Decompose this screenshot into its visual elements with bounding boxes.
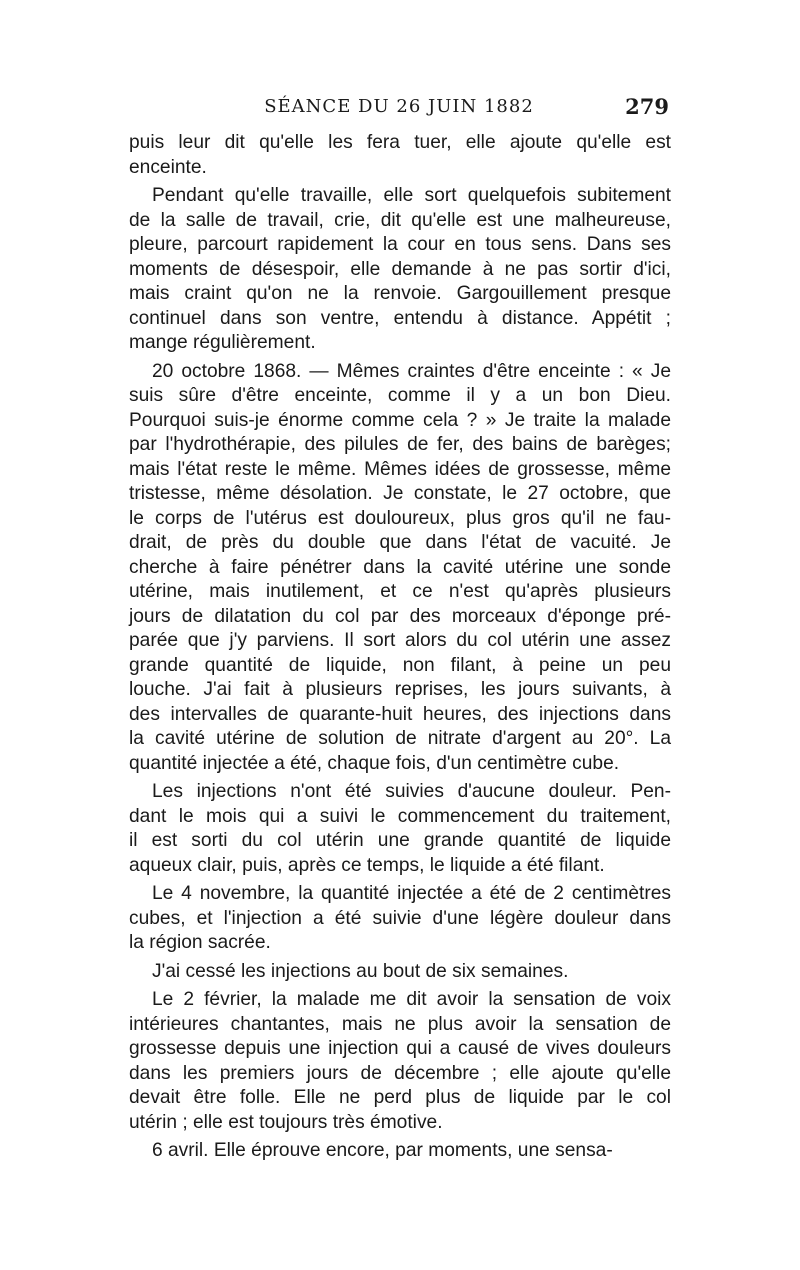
paragraph (129, 988, 671, 1135)
text-line: dans les premiers jours de décembre ; elle ajoute qu'elle (129, 1062, 671, 1084)
paragraph (129, 1139, 671, 1164)
text-line: quantité injectée a été, chaque fois, d'un centimètre cube. (129, 752, 620, 774)
text-line: parée que j'y parviens. Il sort alors du col utérin une assez (129, 630, 671, 651)
text-line: mange régulièrement. (129, 332, 316, 353)
text-line: la cavité utérine de solution de nitrate d'argent au 20°. La (129, 728, 671, 749)
text-line: 20 octobre 1868. — Mêmes craintes d'être enceinte : « Je (152, 360, 671, 382)
text-line: pleure, parcourt rapidement la cour en tous sens. Dans ses (129, 234, 671, 255)
text-line: mais l'état reste le même. Mêmes idées de grossesse, même (129, 458, 671, 480)
running-head (129, 94, 669, 122)
paragraph (129, 780, 671, 878)
text-line: utérine, mais inutilement, et ce n'est qu'après plusieurs (129, 581, 671, 602)
text-line: continuel dans son ventre, entendu à distance. Appétit ; (129, 307, 671, 329)
text-line: la région sacrée. (129, 932, 271, 953)
text-line: Pendant qu'elle travaille, elle sort quelquefois subitement (152, 185, 671, 206)
text-line: 6 avril. Elle éprouve encore, par moments, une sensa- (152, 1140, 613, 1161)
text-line: dant le mois qui a suivi le commencement du traitement, (129, 805, 671, 827)
paragraph (129, 131, 671, 180)
text-line: aqueux clair, puis, après ce temps, le liquide a été filant. (129, 854, 605, 876)
text-line: grossesse depuis une injection qui a causé de vives douleurs (129, 1038, 671, 1059)
text-line: utérin ; elle est toujours très émotive. (129, 1111, 443, 1133)
text-line: Les injections n'ont été suivies d'aucune douleur. Pen- (152, 781, 671, 802)
paragraph (129, 960, 671, 985)
text-line: J'ai cessé les injections au bout de six semaines. (152, 960, 569, 982)
text-line: par l'hydrothérapie, des pilules de fer, des bains de barèges; (129, 434, 671, 455)
text-line: jours de dilatation du col par des morceaux d'éponge pré- (129, 605, 671, 627)
text-line: cubes, et l'injection a été suivie d'une légère douleur dans (129, 907, 671, 929)
text-line: de la salle de travail, crie, dit qu'elle est une malheureuse, (129, 209, 671, 231)
text-line: enceinte. (129, 156, 207, 178)
text-line: intérieures chantantes, mais ne plus avoir la sensation de (129, 1013, 671, 1035)
page-number: 279 (625, 94, 669, 119)
text-line: mais craint qu'on ne la renvoie. Gargouillement presque (129, 283, 671, 304)
text-line: il est sorti du col utérin une grande quantité de liquide (129, 830, 671, 851)
paragraph (129, 184, 671, 356)
text-line: Le 2 février, la malade me dit avoir la sensation de voix (152, 989, 671, 1010)
text-line: grande quantité de liquide, non filant, à peine un peu (129, 654, 671, 676)
text-line: suis sûre d'être enceinte, comme il y a un bon Dieu. (129, 385, 671, 406)
paragraph (129, 882, 671, 956)
text-line: tristesse, même désolation. Je constate, le 27 octobre, que (129, 483, 671, 504)
text-line: Pourquoi suis-je énorme comme cela ? » Je traite la malade (129, 409, 671, 431)
text-line: louche. J'ai fait à plusieurs reprises, les jours suivants, à (129, 679, 671, 700)
text-line: le corps de l'utérus est douloureux, plus gros qu'il ne fau- (129, 507, 671, 529)
text-line: puis leur dit qu'elle les fera tuer, elle ajoute qu'elle est (129, 132, 671, 153)
text-line: devait être folle. Elle ne perd plus de liquide par le col (129, 1087, 671, 1108)
text-line: des intervalles de quarante-huit heures, des injections dans (129, 703, 671, 725)
text-line: Le 4 novembre, la quantité injectée a été de 2 centimètres (152, 883, 671, 904)
text-line: moments de désespoir, elle demande à ne pas sortir d'ici, (129, 258, 671, 280)
running-title: SÉANCE DU 26 JUIN 1882 (264, 96, 534, 117)
paragraph (129, 360, 671, 777)
text-line: drait, de près du double que dans l'état de vacuité. Je (129, 532, 671, 553)
body-text (129, 131, 671, 1164)
text-line: cherche à faire pénétrer dans la cavité utérine une sonde (129, 556, 671, 578)
